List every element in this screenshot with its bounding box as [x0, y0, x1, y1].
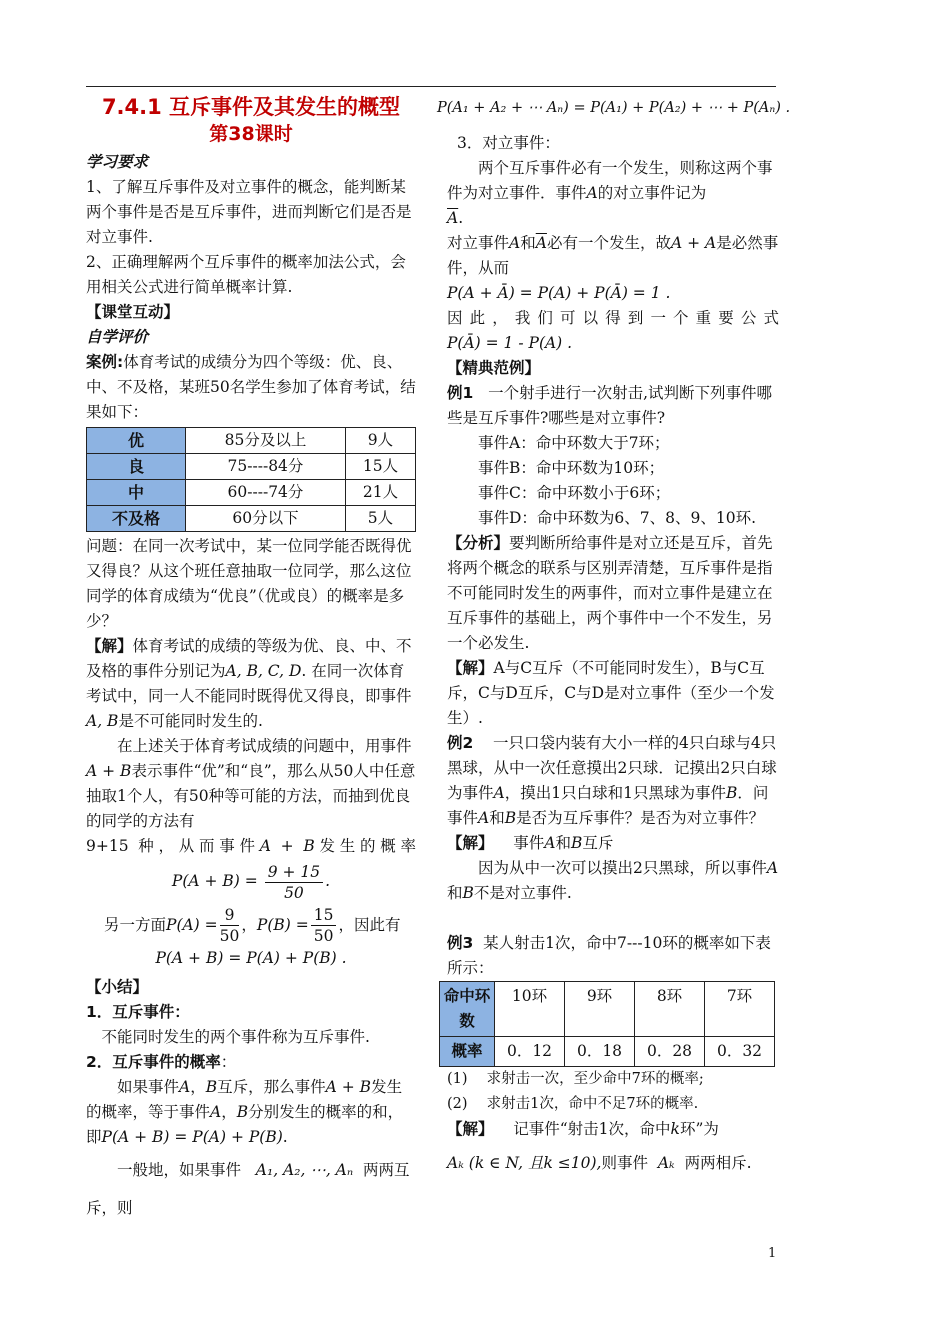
s3-text-c: 对立事件 — [447, 234, 510, 252]
count-cell: 21人 — [345, 480, 415, 506]
range-cell: 85分及以上 — [186, 428, 346, 454]
ring-row — [440, 982, 775, 1037]
summary-2-text: 如果事件A，B互斥，那么事件A + B发生的概率，等于事件A，B分别发生的概率的和，即P(A + B) = P(A) + P(B). — [86, 1078, 404, 1146]
s3-dot: . — [458, 209, 464, 227]
ex2-sol-b: 和 — [555, 834, 571, 852]
heading-summary: 【小结】 — [86, 978, 149, 996]
grade-row — [87, 480, 416, 506]
s3-formula: P(Ā) = 1 - P(A) . — [447, 334, 573, 352]
ex3-sol-b: 环”为 — [679, 1120, 719, 1138]
ex2-text-d: 和 — [489, 809, 505, 827]
title-line2: 第38课时 — [209, 123, 293, 145]
summary-1-title: 1．互斥事件： — [86, 1003, 190, 1021]
ex3-solution-label: 【解】 — [447, 1120, 494, 1138]
ex3-k: k — [670, 1120, 680, 1138]
title-line1: 7.4.1 互斥事件及其发生的概型 — [101, 95, 401, 119]
math-a-plus-b-2: A + B — [259, 837, 315, 855]
solution-label: 【解】 — [86, 637, 133, 655]
grade-cell: 良 — [87, 454, 186, 480]
union-text-a: 在上述关于体育考试成绩的问题中，用事件 — [117, 737, 412, 755]
ex2-reason-ma: A — [766, 859, 779, 877]
solution-text-3: 是不可能同时发生的. — [118, 712, 263, 730]
ex3-solution — [447, 1117, 779, 1142]
s3-a-2: A — [509, 234, 521, 252]
math-abcd: A, B, C, D — [225, 662, 302, 680]
pb-den: 50 — [313, 927, 334, 945]
grade-cell: 不及格 — [87, 506, 186, 532]
analysis-text: 要判断所给事件是对立还是互斥，首先将两个概念的联系与区别弄清楚，互斥事件是指不可能同时发生的两事件，而对立事件是建立在互斥事件的基础上，两个事件中一个不发生，另一个必发生. — [447, 534, 773, 652]
ex3-sol-c: 则事件 — [601, 1154, 648, 1172]
summary-2-title — [86, 1050, 416, 1075]
pb-label: P(B) = — [256, 915, 309, 934]
equation-1: P(A + B) = $\frac{9 + 15}{50}$ . — [171, 862, 331, 902]
summary-1-text: 不能同时发生的两个事件称为互斥事件. — [101, 1028, 370, 1046]
s3-text-a: 两个互斥事件必有一个发生，则称这两个事件为对立事件．事件 — [447, 159, 773, 202]
range-cell: 60分以下 — [186, 506, 346, 532]
heading-classroom: 【课堂互动】 — [86, 303, 180, 321]
ex2-solution — [447, 831, 779, 856]
eq1-den: 50 — [284, 883, 304, 902]
ex2-reason-c: 不是对立事件. — [473, 884, 572, 902]
ex3-solution-2 — [447, 1148, 779, 1178]
grade-row — [87, 454, 416, 480]
grade-row — [87, 506, 416, 532]
s3-paragraph — [447, 156, 779, 206]
s3-abar-2: $\overline{A}$ — [535, 234, 547, 252]
s3-text-f: 是必然事件，从而 — [447, 234, 779, 277]
summary-2-colon: ： — [220, 1053, 237, 1071]
union-text-b: 表示事件“优”和“良”，那么从50人中任意抽取1个人，有50种等可能的方法，而抽到优良的同学的方法有 — [86, 762, 416, 830]
requirement-2: 2、正确理解两个互斥事件的概率加法公式，会用相关公式进行简单概率计算. — [86, 253, 406, 296]
heading-examples: 【精典范例】 — [447, 359, 541, 377]
ex2-b-2: B — [504, 809, 517, 827]
pa-fraction — [220, 905, 240, 946]
prob-cell: 0．32 — [705, 1037, 775, 1067]
top-equation: P(A₁ + A₂ + ⋯ Aₙ) = P(A₁) + P(A₂) + ⋯ + P(Aₙ) . — [437, 100, 791, 116]
ex2-reason — [447, 856, 779, 906]
s2-a: A — [179, 1078, 191, 1096]
ex2-a-2: A — [478, 809, 490, 827]
s3-abar: $\overline{A}$ — [447, 209, 459, 227]
eq1-fraction — [265, 862, 323, 903]
ex3-text: 某人射击1次，命中7---10环的概率如下表所示： — [447, 934, 771, 977]
header-rings: 命中环数 — [440, 982, 495, 1037]
s2-b-2: B — [236, 1103, 249, 1121]
ex1-event: 事件B：命中环数为10环； — [478, 459, 665, 477]
count-cell: 9人 — [345, 428, 415, 454]
pa-num: 9 — [220, 905, 240, 926]
ex2-reason-a: 因为从中一次可以摸出2只黑球，所以事件 — [478, 859, 767, 877]
ex2-label: 例2 — [447, 734, 474, 752]
pa-label: P(A) = — [166, 915, 218, 934]
s2-text-d: 分别发生的概率的和，即 — [86, 1103, 404, 1146]
ex2-sol-c: 互斥 — [582, 834, 614, 852]
prob-cell: 0．28 — [635, 1037, 705, 1067]
ring-cell: 9环 — [565, 982, 635, 1037]
ex1-solution-label: 【解】 — [447, 659, 494, 677]
pa-den: 50 — [219, 927, 240, 945]
ex1-text: 一个射手进行一次射击,试判断下列事件哪些是互斥事件?哪些是对立事件? — [447, 384, 773, 427]
ex2-sol-mb: B — [570, 834, 583, 852]
ex3-sol-d: 两两相斥. — [684, 1154, 752, 1172]
s3-text-d: 和 — [520, 234, 536, 252]
header-rule — [86, 86, 776, 87]
eq1-num: 9 + 15 — [265, 862, 323, 883]
s3-sum: A + A — [670, 234, 717, 252]
right-column — [437, 92, 791, 1178]
example-1 — [447, 381, 779, 431]
ex2-text-a: 一只口袋内装有大小一样的4只白球与4只黑球，从中一次任意摸出2只球．记摸出2只白球为事件 — [447, 734, 777, 802]
s2-b: B — [205, 1078, 218, 1096]
solution-paragraph — [86, 634, 416, 734]
ex1-solution — [447, 656, 779, 731]
ex2-reason-b: 和 — [447, 884, 463, 902]
s2-end: . — [282, 1128, 288, 1146]
gen-text-a: 一般地，如果事件 — [117, 1161, 242, 1179]
ex2-text-e: 是否为互斥事件？是否为对立事件？ — [516, 809, 765, 827]
gen-math: A₁, A₂, ⋯, Aₙ — [255, 1161, 354, 1179]
prob-cell: 0．12 — [495, 1037, 565, 1067]
ex1-event-list — [447, 431, 779, 531]
summary-2-title-text: 2．互斥事件的概率 — [86, 1053, 221, 1071]
ex2-solution-label: 【解】 — [447, 834, 494, 852]
s3-therefore: 因此，我们可以得到一个重要公式 — [447, 309, 779, 327]
ex2-text-c: ．问事件 — [447, 784, 769, 827]
page-number: 1 — [768, 1246, 777, 1261]
s3-text-b: 的对立事件记为 — [597, 184, 707, 202]
prob-cell: 0．18 — [565, 1037, 635, 1067]
probability-table — [439, 981, 775, 1067]
grade-cell: 优 — [87, 428, 186, 454]
ex1-event: 事件D：命中环数为6、7、8、9、10环. — [478, 509, 757, 527]
ex2-b: B — [725, 784, 738, 802]
grade-table — [86, 427, 416, 532]
ex3-math: Aₖ (k ∈ N, 且k ≤10), — [447, 1154, 602, 1172]
grade-cell: 中 — [87, 480, 186, 506]
count-cell: 5人 — [345, 506, 415, 532]
prob-text-b: 发生的概率 — [314, 837, 416, 855]
case-paragraph — [86, 350, 416, 425]
ex3-sol-a: 记事件“射击1次，命中 — [513, 1120, 671, 1138]
s3-abar-line — [447, 206, 779, 231]
s2-text-b: 互斥，那么事件 — [217, 1078, 326, 1096]
math-a-plus-b: A + B — [86, 762, 132, 780]
ex2-sol-a: 事件 — [513, 834, 545, 852]
requirement-1: 1、了解互斥事件及对立事件的概念，能判断某两个事件是否是互斥事件，进而判断它们是否是对立事件. — [86, 178, 412, 246]
ex1-event: 事件A：命中环数大于7环； — [478, 434, 670, 452]
s3-paragraph-2 — [447, 231, 779, 281]
other-text: 另一方面 — [104, 915, 167, 934]
left-column — [86, 92, 416, 1221]
page-title — [86, 94, 416, 148]
other-tail: ，因此有 — [338, 915, 401, 934]
eq1-lhs: P(A + B) = — [171, 872, 258, 890]
analysis-paragraph — [447, 531, 779, 656]
other-hand-line: 另一方面P(A) = $\frac{9}{50}$ ，P(B) = $\frac{15}{50}$ ，因此有 — [104, 906, 401, 945]
header-prob: 概率 — [440, 1037, 495, 1067]
grade-row — [87, 428, 416, 454]
s2-text-a: 如果事件 — [117, 1078, 180, 1096]
ex2-reason-mb: B — [462, 884, 474, 902]
s2-a-2: A — [210, 1103, 222, 1121]
s3-text-e: 必有一个发生，故 — [546, 234, 671, 252]
ex3-q2: (2) 求射击1次，命中不足7环的概率. — [447, 1096, 699, 1112]
s2-ab: A + B — [325, 1078, 372, 1096]
s3-title: 3．对立事件： — [457, 134, 560, 152]
prob-row — [440, 1037, 775, 1067]
ex1-event: 事件C：命中环数小于6环； — [478, 484, 671, 502]
case-text: 体育考试的成绩分为四个等级：优、良、中、不及格，某班50名学生参加了体育考试，结果如下： — [86, 353, 416, 421]
analysis-label: 【分析】 — [447, 534, 510, 552]
paragraph-prob — [86, 834, 416, 859]
s2-text-c: 发生的概率，等于事件 — [86, 1078, 403, 1121]
solution-text-2: . 在同一次体育考试中，同一人不能同时既得优又得良，即事件 — [86, 662, 412, 705]
heading-requirements: 学习要求 — [86, 153, 149, 171]
s2-eq: P(A + B) = P(A) + P(B) — [101, 1128, 283, 1146]
question-paragraph: 问题：在同一次考试中，某一位同学能否既得优又得良？从这个班任意抽取一位同学，那么这位同学的体育成绩为“优良”（优或良）的概率是多少？ — [86, 537, 412, 630]
pb-fraction — [311, 905, 337, 946]
solution-text-1: 体育考试的成绩的等级为优、良、中、不及格的事件分别记为 — [86, 637, 412, 680]
ex1-solution-text: A与C互斥（不可能同时发生），B与C互斥，C与D互斥，C与D是对立事件（至少一个发生）. — [447, 659, 775, 727]
general-tail: 斥，则 — [86, 1199, 133, 1217]
ring-cell: 10环 — [495, 982, 565, 1037]
ex2-sol-ma: A — [544, 834, 556, 852]
ex3-label: 例3 — [447, 934, 474, 952]
example-3 — [447, 931, 779, 981]
paragraph-union — [86, 734, 416, 834]
range-cell: 75----84分 — [186, 454, 346, 480]
equation-2: P(A + B) = P(A) + P(B) . — [155, 949, 347, 967]
gen-text-b: 两两互 — [363, 1161, 410, 1179]
ex1-label: 例1 — [447, 384, 474, 402]
prob-text-a: 9+15 种，从而事件 — [86, 837, 260, 855]
math-ab: A, B — [86, 712, 119, 730]
example-2 — [447, 731, 779, 831]
s3-equation: P(A + Ā) = P(A) + P(Ā) = 1 . — [447, 284, 671, 302]
ex3-q1: (1) 求射击一次，至少命中7环的概率; — [447, 1071, 704, 1087]
range-cell: 60----74分 — [186, 480, 346, 506]
ex3-ak: Aₖ — [657, 1154, 675, 1172]
ring-cell: 8环 — [635, 982, 705, 1037]
ex2-a: A — [493, 784, 505, 802]
count-cell: 15人 — [345, 454, 415, 480]
general-paragraph — [86, 1154, 416, 1186]
case-label: 案例: — [86, 353, 124, 371]
ring-cell: 7环 — [705, 982, 775, 1037]
s3-title-line — [447, 131, 779, 156]
pb-num: 15 — [311, 905, 337, 926]
heading-self-eval: 自学评价 — [86, 328, 149, 346]
ex2-text-b: ，摸出1只白球和1只黑球为事件 — [504, 784, 726, 802]
s3-a: A — [586, 184, 598, 202]
